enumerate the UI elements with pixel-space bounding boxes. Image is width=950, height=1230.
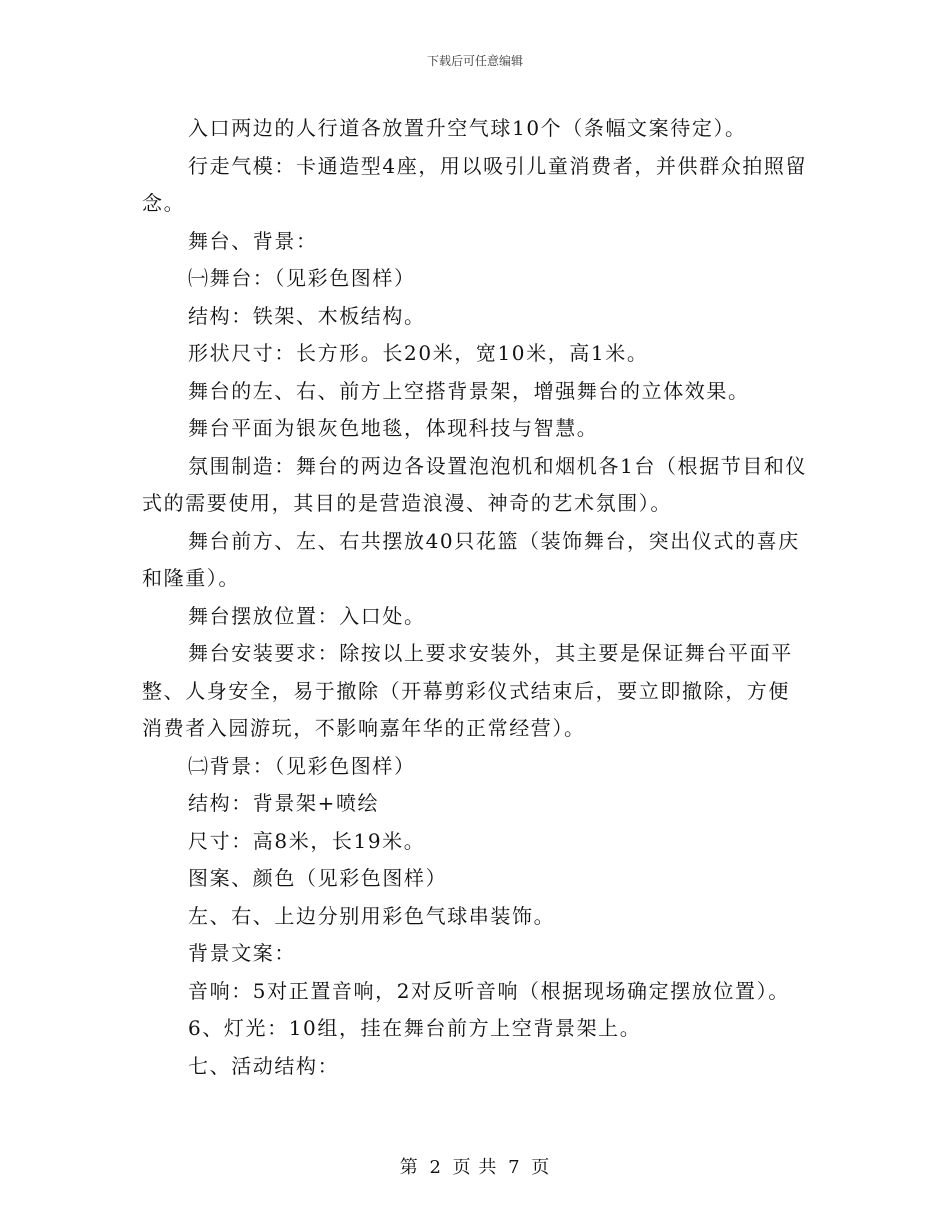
- paragraph-background-size: 尺寸：高8米，长19米。: [188, 828, 426, 853]
- footer-middle: 页 共: [452, 1157, 498, 1178]
- paragraph-background-balloons: 左、右、上边分别用彩色气球串装饰。: [188, 903, 556, 928]
- paragraph-stage-size: 形状尺寸：长方形。长20米，宽10米，高1米。: [188, 341, 649, 365]
- footer-total-pages: 7: [508, 1157, 521, 1178]
- paragraph-background-pattern: 图案、颜色（见彩色图样）: [188, 866, 448, 890]
- paragraph-audio: 音响：5对正置音响，2对反听音响（根据现场确定摆放位置）。: [188, 978, 790, 1003]
- paragraph-flower-baskets: 舞台前方、左、右共摆放40只花篮（装饰舞台，突出仪式的喜庆和隆重）。: [142, 528, 800, 590]
- paragraph-background-heading: ㈡背景：（见彩色图样）: [188, 753, 416, 778]
- paragraph-stage-frame: 舞台的左、右、前方上空搭背景架，增强舞台的立体效果。: [188, 378, 750, 403]
- paragraph-lighting: 6、灯光：10组，挂在舞台前方上空背景架上。: [188, 1016, 642, 1040]
- paragraph-stage-heading: ㈠舞台：（见彩色图样）: [188, 266, 416, 290]
- paragraph-atmosphere: 氛围制造：舞台的两边各设置泡泡机和烟机各1台（根据节目和仪式的需要使用，其目的是营造浪漫、神奇的艺术氛围）。: [142, 453, 808, 515]
- paragraph-stage-background-heading: 舞台、背景：: [188, 228, 318, 253]
- document-body: [142, 110, 810, 1085]
- paragraph-inflatables: 行走气模：卡通造型4座，用以吸引儿童消费者，并供群众拍照留念。: [142, 153, 808, 215]
- footer-prefix: 第: [399, 1157, 419, 1178]
- paragraph-stage-installation: 舞台安装要求：除按以上要求安装外，其主要是保证舞台平面平整、人身安全，易于撤除（开幕剪彩仪式结束后，要立即撤除，方便消费者入园游玩，不影响嘉年华的正常经营）。: [142, 641, 793, 740]
- paragraph-activity-structure: 七、活动结构：: [188, 1053, 340, 1078]
- paragraph-background-structure: 结构：背景架+喷绘: [188, 791, 380, 815]
- paragraph-stage-location: 舞台摆放位置：入口处。: [188, 603, 426, 628]
- footer-current-page: 2: [429, 1157, 442, 1178]
- paragraph-stage-structure: 结构：铁架、木板结构。: [188, 303, 426, 328]
- page-footer: [0, 1153, 950, 1179]
- page-header: 下载后可任意编辑: [426, 54, 523, 68]
- paragraph-stage-carpet: 舞台平面为银灰色地毯，体现科技与智慧。: [188, 416, 599, 440]
- footer-suffix: 页: [531, 1157, 551, 1178]
- paragraph-background-copy: 背景文案：: [188, 941, 296, 965]
- paragraph-balloons: 入口两边的人行道各放置升空气球10个（条幅文案待定）。: [188, 116, 747, 140]
